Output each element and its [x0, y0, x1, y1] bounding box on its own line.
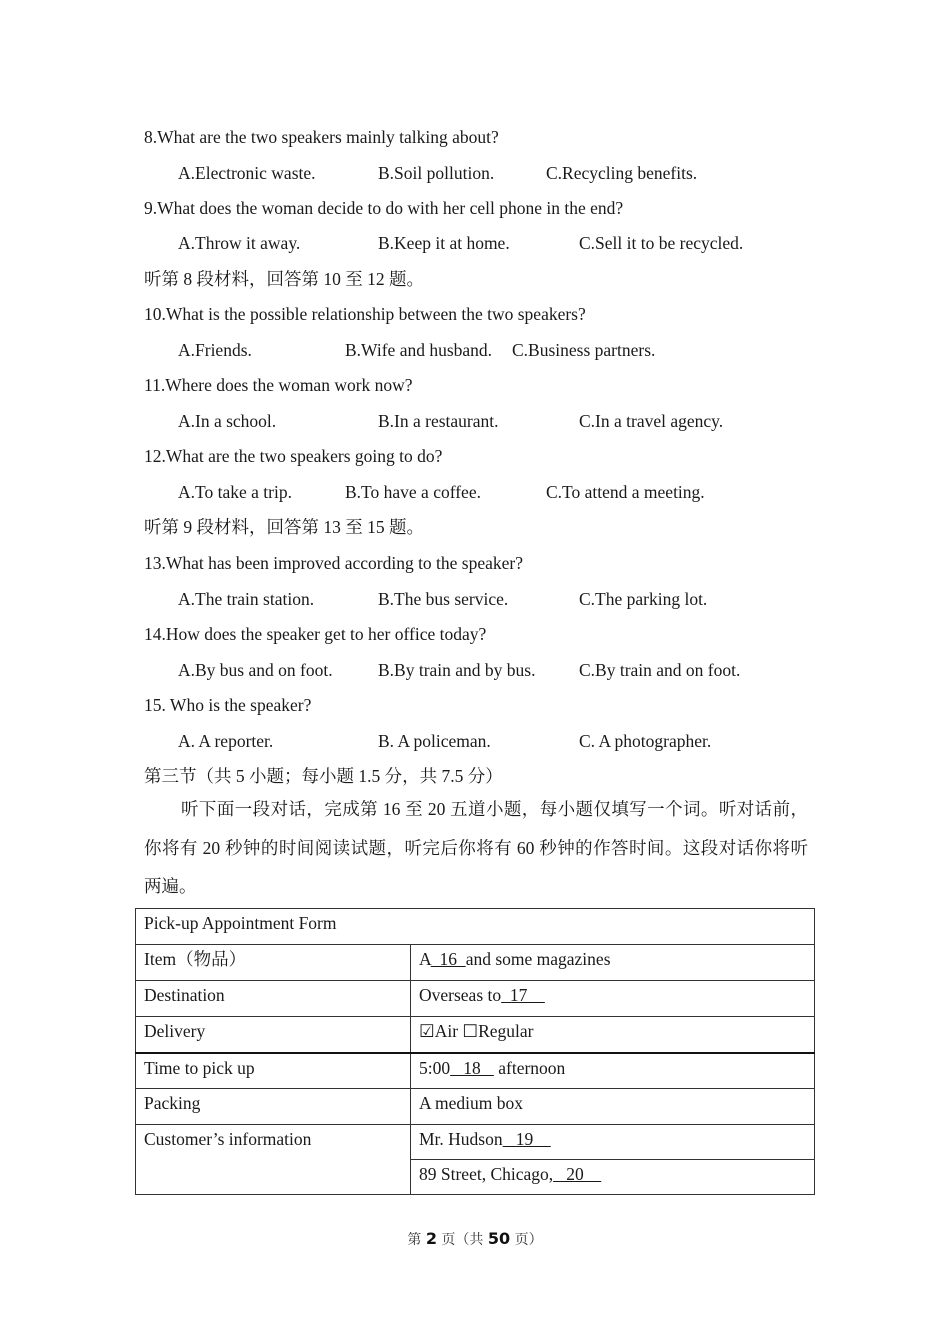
customer-address-value: [411, 1160, 815, 1195]
option-b: B.Soil pollution.: [378, 163, 495, 183]
item-suffix: and some magazines: [465, 949, 611, 969]
option-c: C.By train and on foot.: [579, 660, 741, 680]
time-prefix: 5:00: [419, 1057, 451, 1078]
question-8: 8.What are the two speakers mainly talking about?: [144, 127, 499, 147]
question-9: 9.What does the woman decide to do with her cell phone in the end?: [144, 198, 624, 218]
destination-label: Destination: [136, 981, 411, 1017]
blank-19[interactable]: 19: [502, 1129, 551, 1149]
option-a: A.The train station.: [178, 589, 315, 609]
passage-8-instruction: 听第 8 段材料，回答第 10 至 12 题。: [144, 269, 424, 289]
option-b: B.By train and by bus.: [378, 660, 536, 680]
air-checkbox-checked: ☑Air: [419, 1021, 459, 1041]
option-a: A. A reporter.: [178, 731, 274, 751]
option-b: B.The bus service.: [378, 589, 509, 609]
item-prefix: A: [419, 949, 431, 969]
current-page-number: 2: [425, 1229, 437, 1248]
regular-checkbox-unchecked: ☐Regular: [462, 1021, 534, 1041]
form-row-delivery: [136, 1017, 815, 1053]
packing-label: Packing: [136, 1089, 411, 1125]
footer-middle: 页（共: [436, 1232, 488, 1248]
delivery-label: Delivery: [136, 1017, 411, 1053]
section-3-heading: 第三节（共 5 小题；每小题 1.5 分，共 7.5 分）: [144, 766, 503, 786]
item-value: [411, 945, 815, 981]
packing-value: A medium box: [411, 1089, 815, 1125]
customer-label: Customer’s information: [136, 1125, 411, 1195]
question-14: 14.How does the speaker get to her office today?: [144, 624, 487, 644]
option-c: C.The parking lot.: [579, 589, 708, 609]
blank-16[interactable]: 16: [430, 949, 466, 969]
option-c: C.Recycling benefits.: [546, 163, 698, 183]
question-11: 11.Where does the woman work now?: [144, 375, 413, 395]
time-suffix: afternoon: [493, 1057, 566, 1078]
form-row-time: [136, 1053, 815, 1089]
option-b: B.In a restaurant.: [378, 411, 499, 431]
option-c: C.To attend a meeting.: [546, 482, 705, 502]
section-3-instructions: 听下面一段对话，完成第 16 至 20 五道小题，每小题仅填写一个词。听对话前，你将有 20 秒钟的时间阅读试题，听完后你将有 60 秒钟的作答时间。这段对话你将听两遍。: [144, 799, 808, 896]
destination-prefix: Overseas to: [419, 985, 502, 1005]
option-a: A.By bus and on foot.: [178, 660, 333, 680]
customer-name-prefix: Mr. Hudson: [419, 1129, 503, 1149]
total-pages: 50: [487, 1229, 511, 1248]
footer-suffix: 页）: [510, 1232, 543, 1248]
time-label: Time to pick up: [136, 1053, 411, 1089]
option-a: A.Electronic waste.: [178, 163, 316, 183]
question-10: 10.What is the possible relationship between the two speakers?: [144, 304, 586, 324]
option-c: C.In a travel agency.: [579, 411, 724, 431]
destination-value: [411, 981, 815, 1017]
blank-17[interactable]: 17: [501, 985, 545, 1005]
form-row-customer: [136, 1125, 815, 1160]
option-c: C.Sell it to be recycled.: [579, 233, 744, 253]
option-b: B. A policeman.: [378, 731, 491, 751]
form-title: Pick-up Appointment Form: [136, 909, 815, 945]
customer-name-value: [411, 1125, 815, 1160]
form-row-packing: [136, 1089, 815, 1125]
delivery-value: [411, 1017, 815, 1053]
time-value: [411, 1053, 815, 1089]
option-a: A.Friends.: [178, 340, 252, 360]
pickup-appointment-form: [135, 908, 815, 1195]
question-12: 12.What are the two speakers going to do?: [144, 446, 443, 466]
option-c: C. A photographer.: [579, 731, 712, 751]
item-label: Item（物品）: [136, 945, 411, 981]
blank-20[interactable]: 20: [553, 1164, 602, 1184]
option-b: B.To have a coffee.: [345, 482, 481, 502]
form-row-item: [136, 945, 815, 981]
footer-prefix: 第: [407, 1232, 426, 1248]
option-b: B.Wife and husband.: [345, 340, 493, 360]
option-a: A.In a school.: [178, 411, 277, 431]
passage-9-instruction: 听第 9 段材料，回答第 13 至 15 题。: [144, 517, 424, 537]
option-c: C.Business partners.: [512, 340, 656, 360]
option-a: A.To take a trip.: [178, 482, 292, 502]
page-footer: [0, 1229, 950, 1249]
blank-18[interactable]: 18: [450, 1057, 494, 1078]
customer-address-prefix: 89 Street, Chicago,: [419, 1164, 554, 1184]
option-b: B.Keep it at home.: [378, 233, 510, 253]
form-row-destination: [136, 981, 815, 1017]
question-15: 15. Who is the speaker?: [144, 695, 312, 715]
option-a: A.Throw it away.: [178, 233, 301, 253]
question-13: 13.What has been improved according to the speaker?: [144, 553, 524, 573]
